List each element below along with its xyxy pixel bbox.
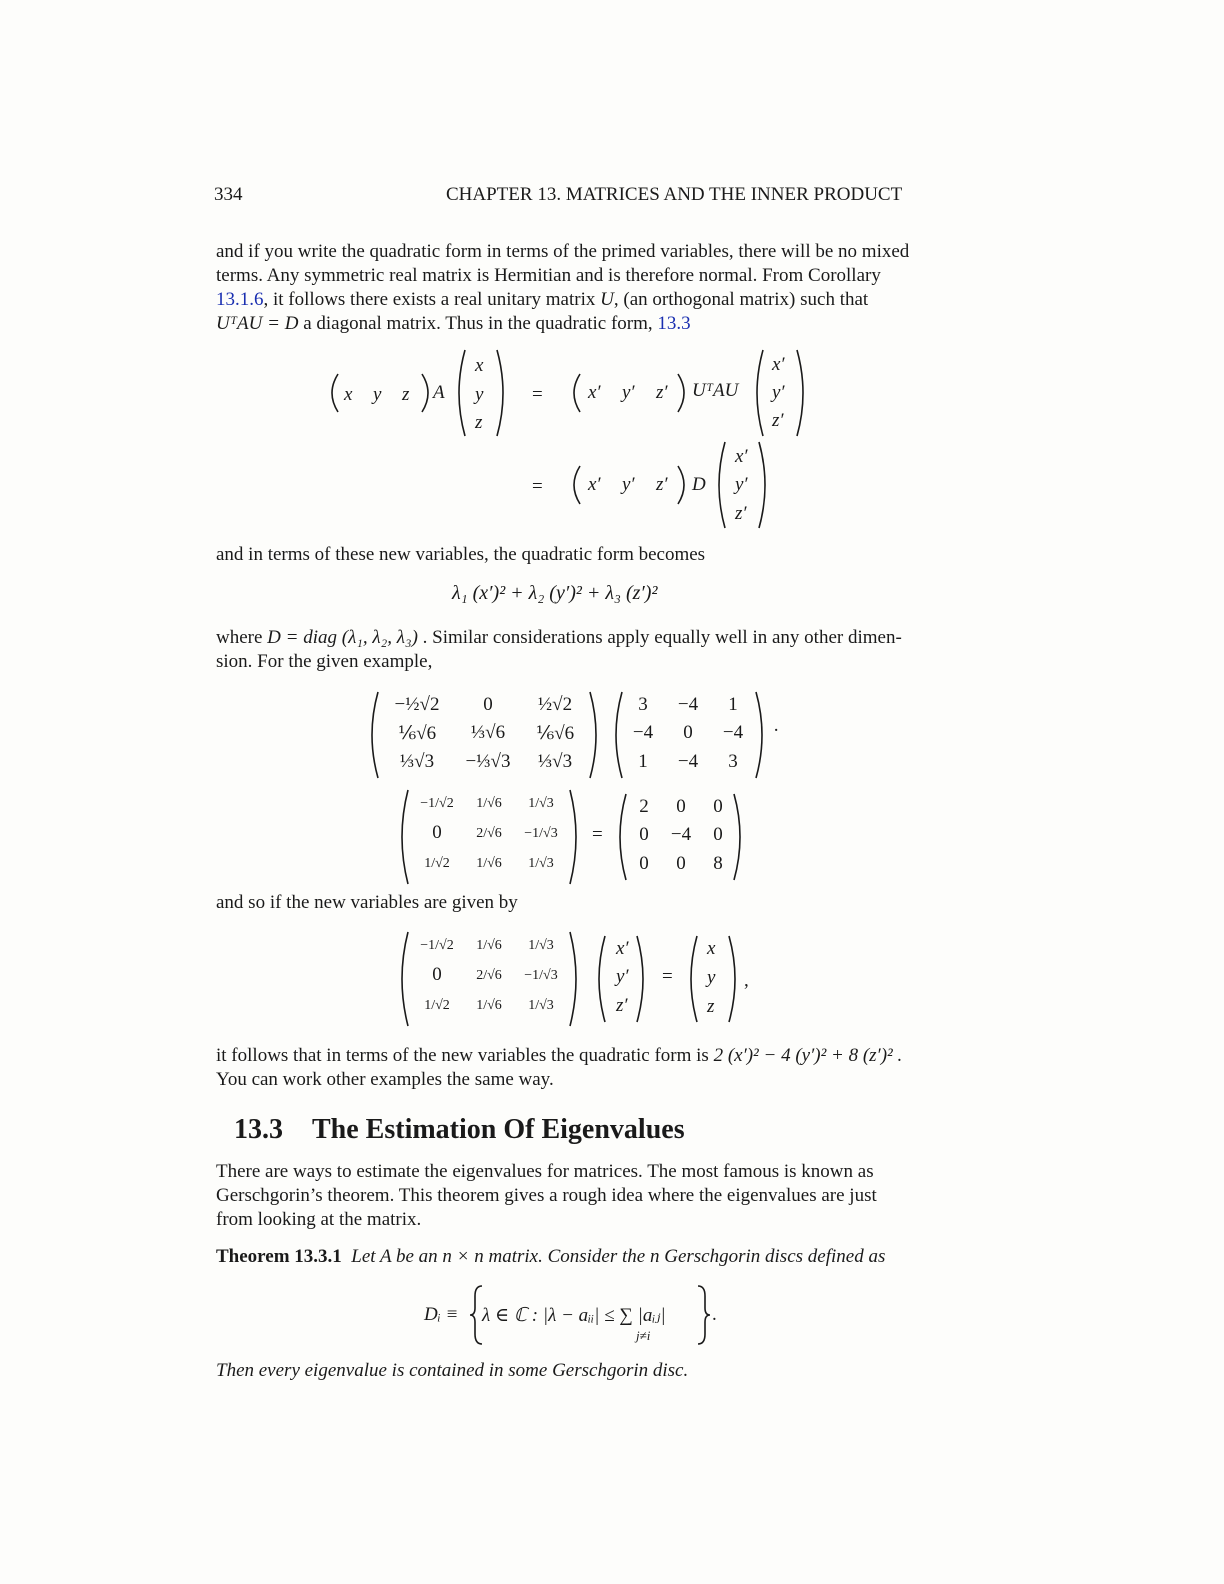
u-cell: 1/√6 [476,796,502,811]
u-cell: 1/√3 [528,796,554,811]
primed-x: x′ [588,382,601,403]
u2-left-paren [394,930,412,1028]
col-xp: x′ [772,354,785,375]
primed-y-2: y′ [622,474,635,495]
ut-cell: −⅓√3 [465,751,511,772]
primed-x-2: x′ [588,474,601,495]
u2-cell: 2/√6 [476,968,502,983]
primed-y: y′ [622,382,635,403]
equals-1: = [532,384,543,405]
section-intro-line-2: Gerschgorin’s theorem. This theorem gives a rough idea where the eigenvalues are just [216,1185,877,1206]
diag-line-2: sion. For the given example, [216,651,433,672]
paragraph-intro [216,240,936,336]
intro-line-3-tail: , (an orthogonal matrix) such that [613,289,869,310]
a-cell: 3 [638,694,648,715]
cv-yp: y′ [616,966,629,987]
disc-subscript: j≠i [636,1328,651,1343]
a-cell: 1 [728,694,738,715]
a-right-paren [752,690,770,780]
ut-cell: ½√2 [537,694,573,715]
ut-right-paren [586,690,604,780]
matrix-a: A [433,382,445,403]
u2-cell: 1/√3 [528,998,554,1013]
cv-y: y [707,967,716,988]
d-cell: 2 [639,796,649,817]
xyz-left-paren [684,934,700,1024]
corollary-link[interactable]: 13.1.6 [216,289,264,310]
left-paren-tall-3 [712,440,728,530]
col-y: y [475,384,484,405]
diag-post: . Similar considerations apply equally well in any other dimen- [417,627,902,648]
u-cell: 1/√3 [528,856,554,871]
u2-cell: 1/√6 [476,998,502,1013]
ut-cell: −½√2 [394,694,440,715]
matrix-u-symbol: U [600,289,614,310]
result-pre: it follows that in terms of the new variables the quadratic form is [216,1045,714,1066]
cv-z: z [707,996,715,1017]
ut-cell: 0 [483,694,493,715]
d-cell: 0 [639,853,649,874]
intro-line-3 [216,288,936,312]
primed-z: z′ [656,382,668,403]
equation-lambda-sum: λ₁ (x′)² + λ₂ (y′)² + λ₃ (z′)² [452,582,658,604]
a-cell: 1 [638,751,648,772]
xyz-right-paren [726,934,742,1024]
right-paren-tall-3 [756,440,772,530]
right-paren-primed [674,372,694,414]
paragraph-given-by: and so if the new variables are given by [216,892,518,913]
a-cell: 0 [683,722,693,743]
u-cell: 1/√6 [476,856,502,871]
disc-set: λ ∈ ℂ : |λ − aᵢᵢ| ≤ ∑ |aᵢⱼ| [482,1305,666,1326]
left-paren-primed [564,372,584,414]
u-cell: −1/√2 [420,796,454,811]
a-cell: −4 [677,694,699,715]
ut-cell: ⅙√6 [397,723,437,744]
u-right-paren [566,788,584,886]
u-cell: −1/√3 [524,826,558,841]
row-z: z [402,384,410,405]
ut-cell: ⅓√6 [470,722,506,743]
u2-cell: −1/√3 [524,968,558,983]
cv-zp: z′ [616,995,628,1016]
primed-left-paren [592,934,608,1024]
equation-link[interactable]: 13.3 [657,313,691,334]
d-left-paren [612,792,630,882]
page-number: 334 [214,184,243,205]
left-paren-tall [452,348,468,438]
product-dot: · [773,720,780,741]
u-left-paren [394,788,412,886]
u-cell: 1/√2 [424,856,450,871]
equals-4: = [662,966,673,987]
ut-left-paren [364,690,382,780]
cv-x: x [707,938,716,959]
chapter-title: CHAPTER 13. MATRICES AND THE INNER PRODUCT [446,184,903,205]
d-cell: 8 [713,853,723,874]
row-x: x [344,384,353,405]
d-cell: 0 [713,824,723,845]
intro-line-2: terms. Any symmetric real matrix is Hermitian and is therefore normal. From Corollary [216,265,881,286]
col-yp-2: y′ [735,474,748,495]
u-cell: 0 [432,822,442,843]
right-paren-tall [494,348,510,438]
left-paren-tall-2 [750,348,766,438]
result-line-2: You can work other examples the same way. [216,1069,554,1090]
diag-math: D = diag (λ₁, λ₂, λ₃) [267,627,418,648]
intro-line-4 [216,312,936,336]
d-cell: 0 [713,796,723,817]
a-cell: 3 [728,751,738,772]
row-y: y [373,384,382,405]
d-cell: 0 [676,853,686,874]
equals-2: = [532,476,543,497]
utau-equals-d: UᵀAU = D [216,313,299,334]
utau: UᵀAU [692,380,739,401]
left-paren [322,372,342,414]
a-cell: −4 [722,722,744,743]
theorem-line [216,1246,885,1268]
d-cell: −4 [670,824,692,845]
intro-line-4-text: a diagonal matrix. Thus in the quadratic form, [298,313,658,334]
col-zp-2: z′ [735,503,747,524]
d-cell: 0 [676,796,686,817]
equals-3: = [592,824,603,845]
paragraph-diag [216,626,936,674]
u2-cell: −1/√2 [420,938,454,953]
paragraph-result [216,1044,936,1092]
right-paren-primed-2 [674,464,694,506]
ut-cell: ⅓√3 [537,751,573,772]
col-yp: y′ [772,382,785,403]
col-zp: z′ [772,410,784,431]
u2-right-paren [566,930,584,1028]
matrix-d: D [692,474,706,495]
cv-xp: x′ [616,938,629,959]
paragraph-section-intro [216,1160,936,1232]
d-right-paren [730,792,748,882]
disc-period: . [712,1304,717,1325]
result-math: 2 (x′)² − 4 (y′)² + 8 (z′)² . [713,1045,903,1066]
section-intro-line-1: There are ways to estimate the eigenvalues for matrices. The most famous is known as [216,1161,874,1182]
col-x: x [475,355,484,376]
a-left-paren [608,690,626,780]
a-cell: −4 [632,722,654,743]
intro-line-1: and if you write the quadratic form in terms of the primed variables, there will be no mixed [216,241,910,262]
u2-cell: 1/√6 [476,938,502,953]
right-brace [694,1284,712,1346]
d-cell: 0 [639,824,649,845]
a-cell: −4 [677,751,699,772]
right-paren-tall-2 [794,348,810,438]
col-z: z [475,412,483,433]
primed-z-2: z′ [656,474,668,495]
u-cell: 2/√6 [476,826,502,841]
ut-cell: ⅓√3 [399,751,435,772]
section-intro-line-3: from looking at the matrix. [216,1209,422,1230]
u2-cell: 1/√2 [424,998,450,1013]
theorem-statement: Let A be an n × n matrix. Consider the n Gerschgorin discs defined as [351,1246,886,1267]
primed-right-paren [634,934,650,1024]
intro-line-3-text: , it follows there exists a real unitary matrix [263,289,601,310]
equation-comma: , [744,970,749,991]
section-title: The Estimation Of Eigenvalues [312,1114,685,1145]
section-number: 13.3 [234,1114,283,1145]
theorem-label: Theorem 13.3.1 [216,1246,342,1267]
col-xp-2: x′ [735,446,748,467]
theorem-conclusion: Then every eigenvalue is contained in some Gerschgorin disc. [216,1360,689,1381]
disc-lhs: Dᵢ ≡ [424,1304,459,1325]
paragraph-new-vars: and in terms of these new variables, the quadratic form becomes [216,544,706,565]
result-line-1 [216,1044,936,1068]
left-paren-primed-2 [564,464,584,506]
u2-cell: 1/√3 [528,938,554,953]
diag-pre: where [216,627,268,648]
ut-cell: ⅙√6 [535,723,575,744]
u2-cell: 0 [432,964,442,985]
diag-line-1 [216,626,936,650]
